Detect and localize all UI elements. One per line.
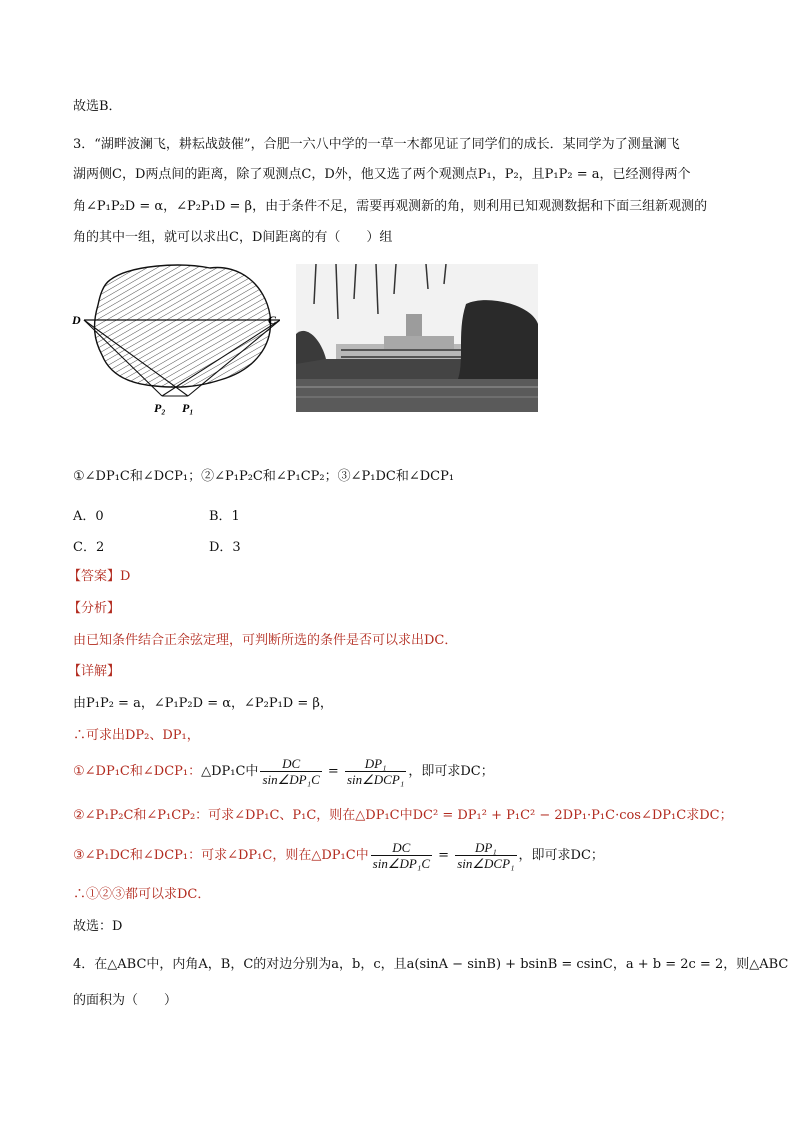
- detail-line-2: ∴可求出DP₂、DP₁，: [73, 728, 200, 743]
- option-B: B．1: [209, 509, 240, 524]
- detail-line-1: 由P₁P₂ = a，∠P₁P₂D = α，∠P₂P₁D = β，: [73, 696, 333, 711]
- label-C: C: [268, 313, 277, 327]
- conditions-line: ①∠DP₁C和∠DCP₁；②∠P₁P₂C和∠P₁CP₂；③∠P₁DC和∠DCP₁: [73, 469, 455, 484]
- detail-5-prefix: ③∠P₁DC和∠DCP₁：可求∠DP₁C，则在△DP₁C中: [73, 848, 369, 863]
- detail-line-7: 故选：D: [73, 919, 123, 934]
- fraction-1-den: sin∠DP₁C: [262, 772, 320, 787]
- answer-tag: 【答案】D: [68, 569, 131, 584]
- fraction-2-den: sin∠DCP₁: [346, 772, 405, 787]
- detail-3-prefix: ①∠DP₁C和∠DCP₁：: [73, 764, 202, 779]
- detail-5-suffix: ，即可求DC；: [518, 848, 604, 863]
- label-P1: P₁: [182, 401, 194, 415]
- fraction-4-num: DP₁: [455, 840, 516, 856]
- option-A: A．0: [73, 509, 104, 524]
- question-3-line-2: 湖两侧C，D两点间的距离，除了观测点C，D外，他又选了两个观测点P₁，P₂，且P₁P₂ = a，已经测得两个: [73, 167, 691, 182]
- question-3-line-4: 角的其中一组，就可以求出C，D间距离的有（ ）组: [73, 230, 393, 245]
- fraction-4: [455, 840, 516, 871]
- school-photo: [296, 264, 538, 412]
- fraction-2-num: DP₁: [345, 756, 406, 772]
- question-3-line-1: 3．“湖畔波澜飞，耕耘战鼓催”，合肥一六八中学的一草一木都见证了同学们的成长．某同学为了测量澜飞: [73, 137, 680, 152]
- fraction-3: [371, 840, 432, 871]
- fraction-2: [345, 756, 406, 787]
- label-D: D: [72, 313, 81, 327]
- fraction-3-den: sin∠DP₁C: [372, 856, 431, 871]
- question-4-line-1: 4．在△ABC中，内角A，B，C的对边分别为a，b，c，且a(sinA − sinB) + bsinB = csinC，a + b = 2c = 2，则△ABC: [73, 957, 789, 972]
- detail-3-suffix: ，即可求DC；: [408, 764, 494, 779]
- detail-3-triangle: △DP₁C中: [201, 764, 259, 779]
- prev-answer-line: 故选B．: [73, 99, 122, 114]
- detail-line-4: ②∠P₁P₂C和∠P₁CP₂：可求∠DP₁C、P₁C，则在△DP₁C中DC² = DP₁² + P₁C² − 2DP₁·P₁C·cos∠DP₁C求DC；: [73, 808, 733, 823]
- fraction-3-num: DC: [371, 840, 432, 856]
- fraction-1: [260, 756, 321, 787]
- option-C: C．2: [73, 540, 105, 555]
- lake-diagram: [70, 260, 280, 420]
- question-3-line-3: 角∠P₁P₂D = α，∠P₂P₁D = β，由于条件不足，需要再观测新的角，则利用已知观测数据和下面三组新观测的: [73, 199, 708, 214]
- option-D: D．3: [209, 540, 241, 555]
- question-4-line-2: 的面积为（ ）: [73, 993, 178, 1008]
- label-P2: P₂: [154, 401, 166, 415]
- fraction-4-den: sin∠DCP₁: [457, 856, 515, 871]
- detail-line-6: ∴①②③都可以求DC．: [73, 887, 211, 902]
- analysis-heading: 【分析】: [68, 601, 121, 616]
- detail-line-3: ①∠DP₁C和∠DCP₁：△DP₁C中 $\frac{DC}{\text{sin∠DP₁C}}$ = $\frac{\text{DP₁}}{\text{sin∠DCP₁}}$ ，即可求DC；: [73, 756, 494, 787]
- detail-heading: 【详解】: [68, 664, 121, 679]
- lake-shape: [95, 265, 271, 387]
- fraction-1-num: DC: [260, 756, 321, 772]
- analysis-text: 由已知条件结合正余弦定理，可判断所选的条件是否可以求出DC．: [73, 633, 458, 648]
- detail-line-5: ③∠P₁DC和∠DCP₁：可求∠DP₁C，则在△DP₁C中 $\frac{DC}{\text{sin∠DP₁C}}$ = $\frac{\text{DP₁}}{\text{sin∠DCP₁}}$ ，即可求DC；: [73, 840, 604, 871]
